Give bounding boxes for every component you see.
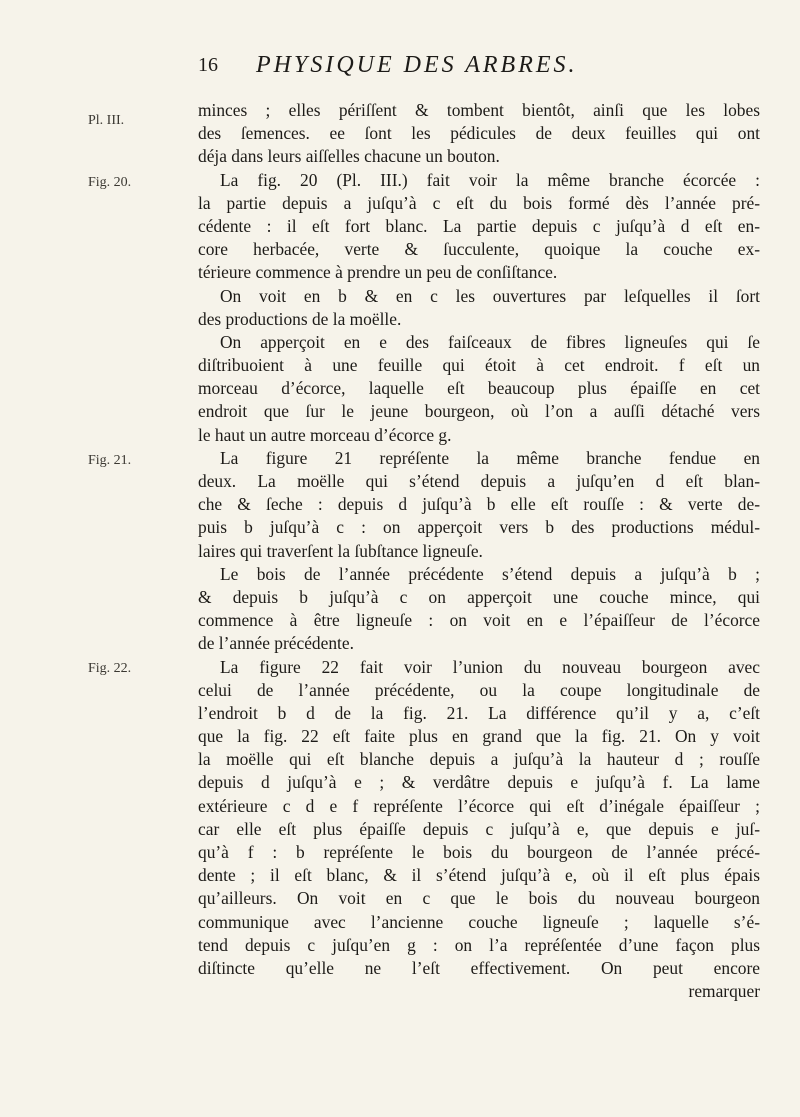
page-number: 16 bbox=[198, 54, 218, 76]
text-line: La figure 22 fait voir l’union du nouveau bourgeon avec bbox=[220, 656, 760, 677]
margin-note-fig-20: Fig. 20. bbox=[88, 175, 132, 190]
text-line: cédente : il eſt fort blanc. La partie depuis c juſqu’à d eſt en- bbox=[198, 215, 760, 236]
text-line: de l’année précédente. bbox=[198, 633, 354, 654]
text-line: la partie depuis a juſqu’à c eſt du bois formé dès l’année pré- bbox=[198, 192, 760, 213]
text-line: laires qui traverſent la ſubſtance ligneuſe. bbox=[198, 540, 483, 561]
text-line: des ſemences. ee ſont les pédicules de deux feuilles qui ont bbox=[198, 123, 760, 144]
catchword: remarquer bbox=[688, 981, 760, 1002]
text-line: qu’ailleurs. On voit en c que le bois du nouveau bourgeon bbox=[198, 888, 760, 909]
text-line: dente ; il eſt blanc, & il s’étend juſqu’à e, où il eſt plus épais bbox=[198, 865, 760, 886]
text-line: des productions de la moëlle. bbox=[198, 308, 402, 329]
text-line: diſtribuoient à une feuille qui étoit à cet endroit. f eſt un bbox=[198, 355, 760, 376]
text-line: morceau d’écorce, laquelle eſt beaucoup plus épaiſſe en cet bbox=[198, 378, 760, 399]
text-line: Le bois de l’année précédente s’étend depuis a juſqu’à b ; bbox=[220, 563, 760, 584]
text-line: & depuis b juſqu’à c on apperçoit une couche mince, qui bbox=[198, 586, 760, 607]
text-line: La fig. 20 (Pl. III.) fait voir la même branche écorcée : bbox=[220, 169, 760, 190]
text-line: extérieure c d e f repréſente l’écorce qui eſt d’inégale épaiſſeur ; bbox=[198, 795, 760, 816]
text-line: qu’à f : b repréſente le bois du bourgeon de l’année précé- bbox=[198, 842, 760, 862]
text-line: core herbacée, verte & ſucculente, quoique la couche ex- bbox=[198, 239, 760, 260]
body-text bbox=[198, 99, 760, 1003]
text-line: communique avec l’ancienne couche ligneuſe ; laquelle s’é- bbox=[198, 911, 760, 932]
text-line: tend depuis c juſqu’en g : on l’a repréſentée d’une façon plus bbox=[198, 934, 760, 955]
text-line: car elle eſt plus épaiſſe depuis c juſqu’à e, que depuis e juſ- bbox=[198, 818, 760, 839]
text-line: On apperçoit en e des faiſceaux de fibres ligneuſes qui ſe bbox=[220, 331, 760, 352]
margin-note-plate: Pl. III. bbox=[88, 113, 125, 128]
text-line: l’endroit b d de la fig. 21. La différence qu’il y a, c’eſt bbox=[198, 702, 760, 723]
running-title: PHYSIQUE DES ARBRES. bbox=[256, 52, 578, 78]
text-line: che & ſeche : depuis d juſqu’à b elle eſt rouſſe : & verte de- bbox=[198, 494, 760, 515]
text-line: déja dans leurs aiſſelles chacune un bouton. bbox=[198, 146, 500, 167]
text-line: puis b juſqu’à c : on apperçoit vers b des productions médul- bbox=[198, 517, 760, 538]
text-line: que la fig. 22 eſt faite plus en grand que la fig. 21. On y voit bbox=[198, 726, 760, 747]
text-line: celui de l’année précédente, ou la coupe longitudinale de bbox=[198, 679, 760, 700]
text-line: la moëlle qui eſt blanche depuis a juſqu’à la hauteur d ; rouſſe bbox=[198, 749, 760, 770]
text-line: endroit que ſur le jeune bourgeon, où l’on a auſſi détaché vers bbox=[198, 401, 760, 422]
text-line: On voit en b & en c les ouvertures par leſquelles il ſort bbox=[220, 285, 760, 306]
text-line: minces ; elles périſſent & tombent bientôt, ainſi que les lobes bbox=[198, 100, 760, 120]
margin-note-fig-21: Fig. 21. bbox=[88, 453, 132, 468]
margin-note-fig-22: Fig. 22. bbox=[88, 661, 132, 676]
text-line: diſtincte qu’elle ne l’eſt effectivement. On peut encore bbox=[198, 957, 760, 978]
text-line: La figure 21 repréſente la même branche fendue en bbox=[220, 447, 760, 468]
text-line: deux. La moëlle qui s’étend depuis a juſqu’en d eſt blan- bbox=[198, 471, 760, 491]
text-line: depuis d juſqu’à e ; & verdâtre depuis e juſqu’à f. La lame bbox=[198, 772, 760, 793]
page-header bbox=[198, 52, 758, 82]
text-line: le haut un autre morceau d’écorce g. bbox=[198, 424, 452, 445]
text-line: térieure commence à prendre un peu de conſiſtance. bbox=[198, 262, 558, 283]
text-line: commence à être ligneuſe : on voit en e l’épaiſſeur de l’écorce bbox=[198, 610, 760, 631]
